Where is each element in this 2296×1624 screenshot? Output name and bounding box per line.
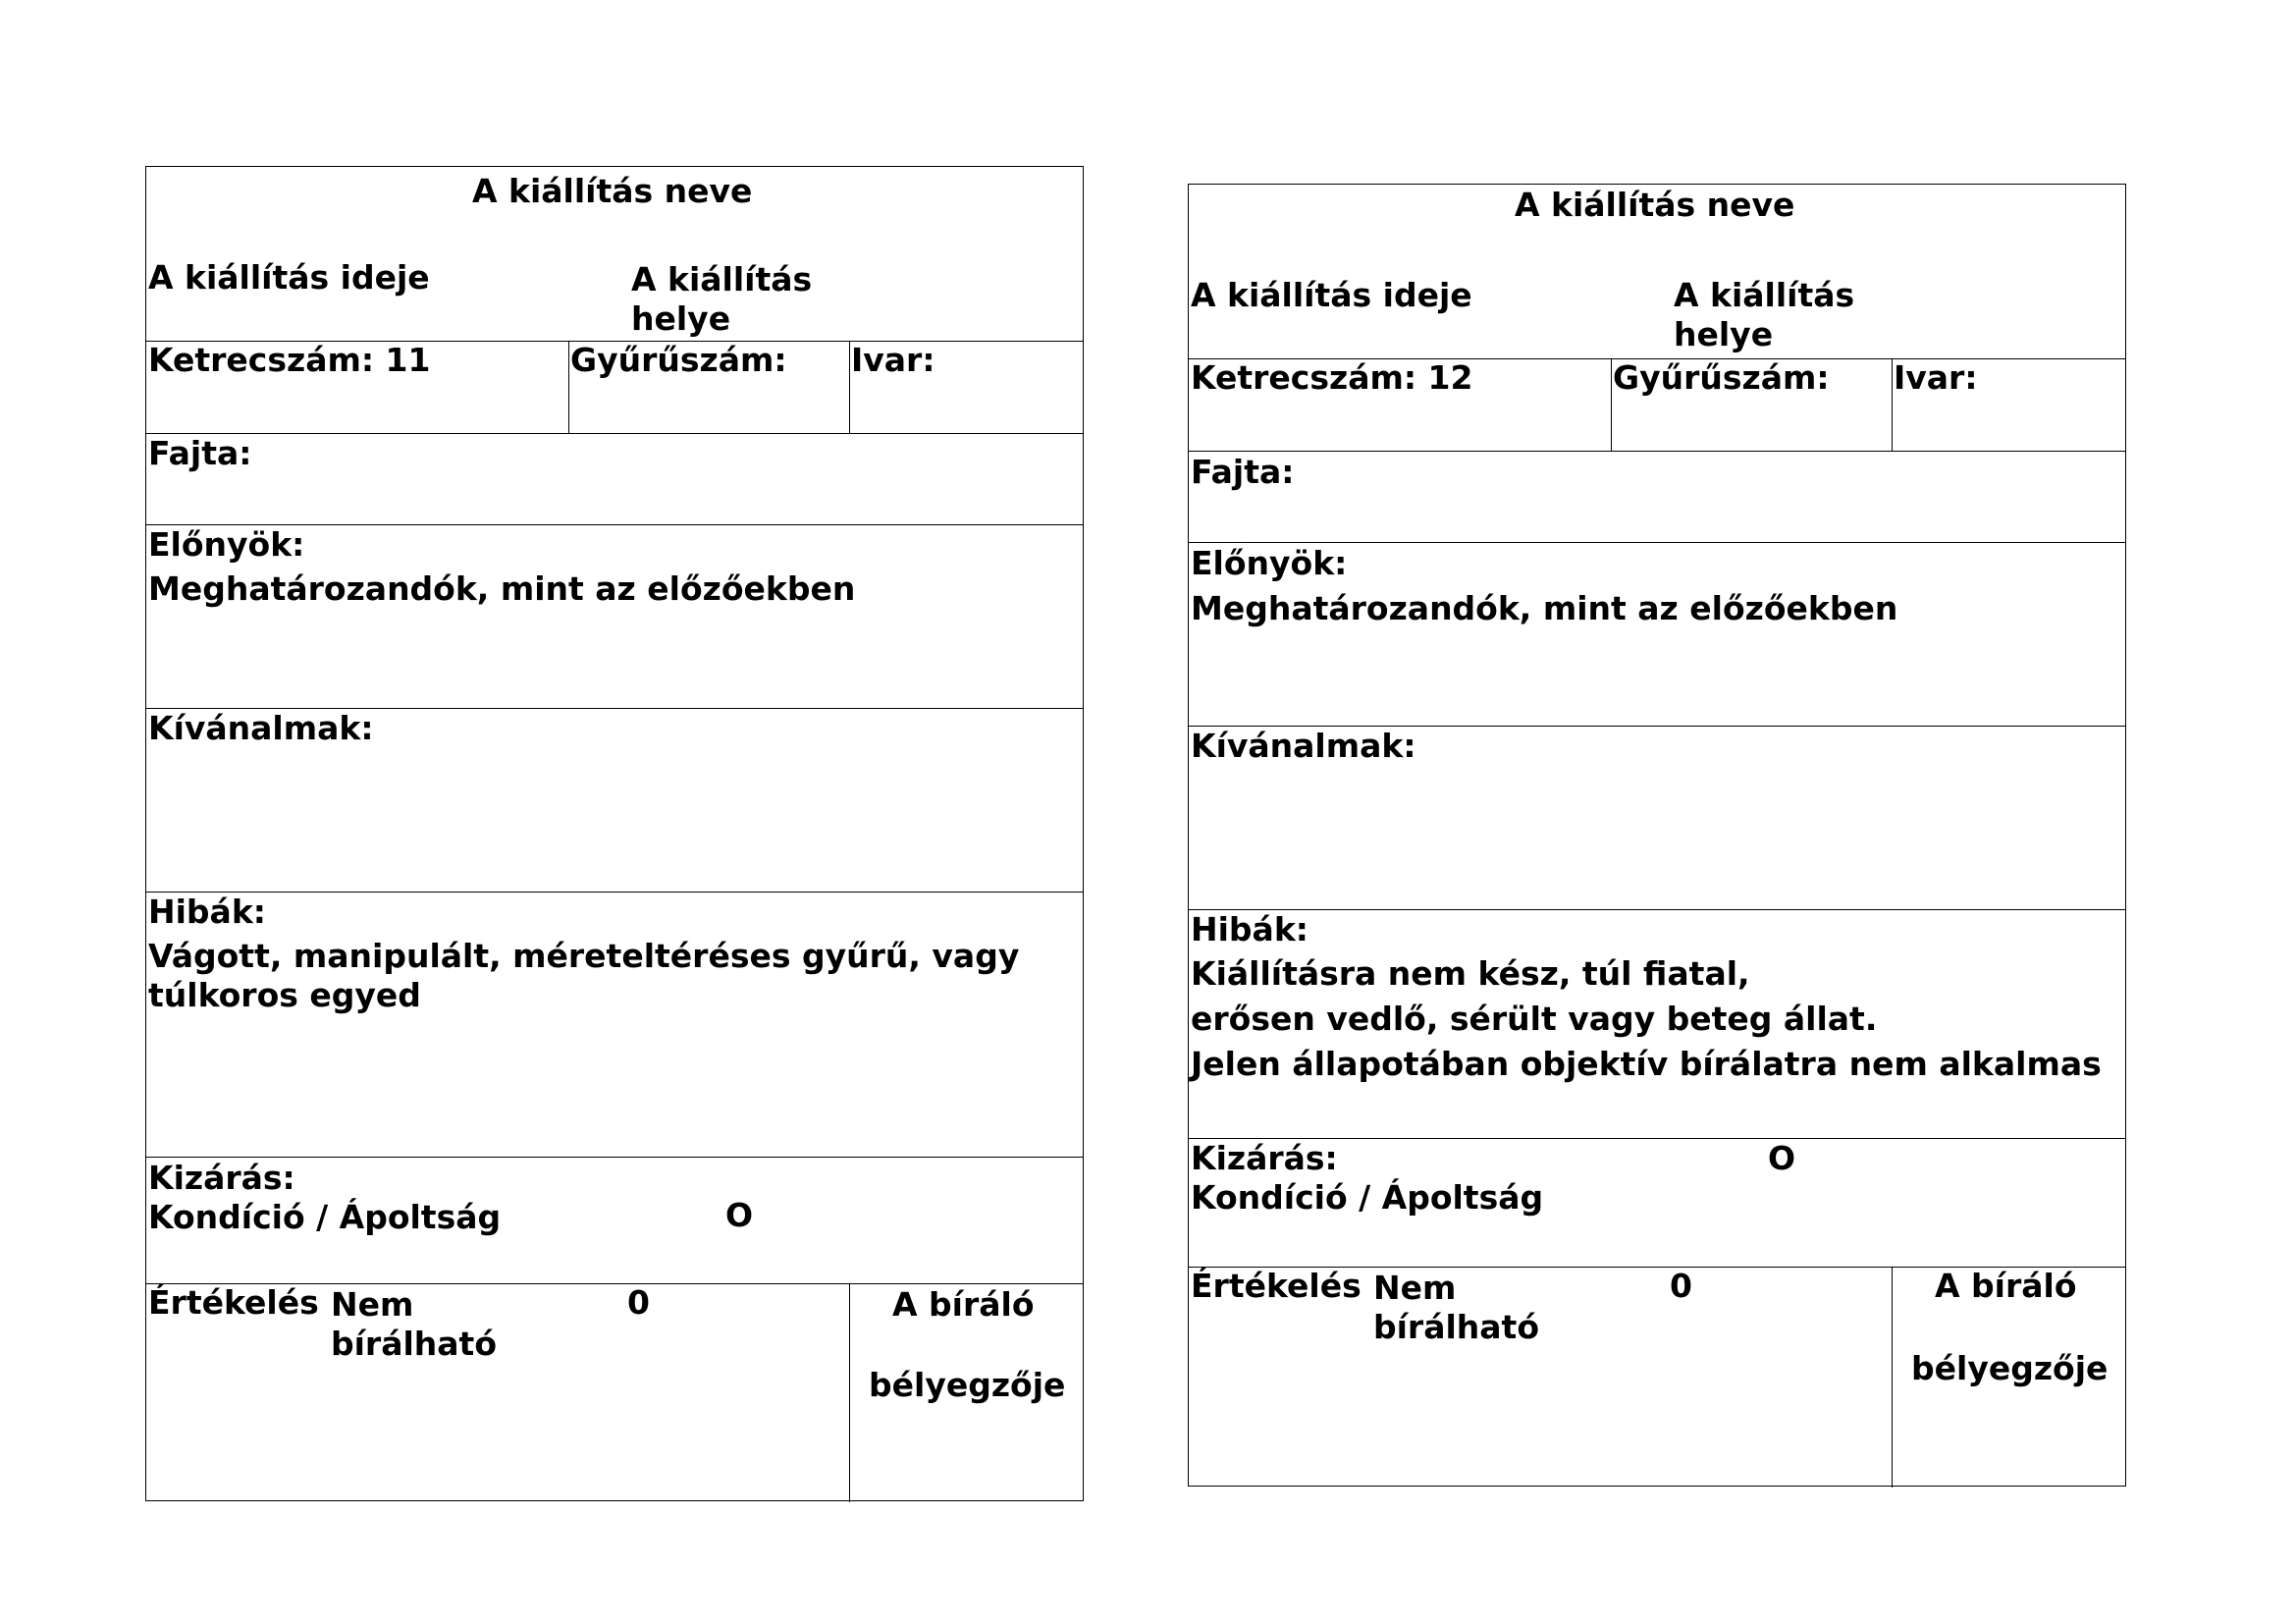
sex-label: Ivar: bbox=[851, 341, 935, 379]
exclusion-mark: O bbox=[725, 1196, 754, 1234]
show-name-label: A kiállítás neve bbox=[472, 172, 753, 210]
divider bbox=[849, 342, 850, 433]
divider bbox=[568, 342, 569, 433]
evaluation-label: Értékelés bbox=[1191, 1267, 1362, 1305]
show-place-label-line2: helye bbox=[1674, 315, 1774, 353]
advantages-section bbox=[1189, 542, 2125, 726]
faults-section bbox=[1189, 909, 2125, 1138]
wishes-label: Kívánalmak: bbox=[1191, 727, 1416, 765]
header-section bbox=[1189, 185, 2125, 358]
not-judgeable-line1: Nem bbox=[331, 1285, 414, 1324]
exclusion-section bbox=[1189, 1138, 2125, 1267]
breed-section bbox=[146, 433, 1083, 524]
faults-line: Jelen állapotában objektív bírálatra nem alkalmas bbox=[1191, 1045, 2102, 1083]
divider bbox=[849, 1284, 850, 1502]
show-place-label-line1: A kiállítás bbox=[1674, 276, 1855, 314]
wishes-label: Kívánalmak: bbox=[148, 709, 374, 747]
sex-label: Ivar: bbox=[1894, 358, 1978, 397]
exclusion-mark: O bbox=[1768, 1139, 1796, 1177]
breed-label: Fajta: bbox=[148, 434, 252, 472]
show-date-label: A kiállítás ideje bbox=[148, 258, 430, 297]
faults-line: túlkoros egyed bbox=[148, 976, 421, 1014]
faults-label: Hibák: bbox=[148, 893, 266, 931]
faults-line: Vágott, manipulált, méreteltéréses gyűrű, vagy bbox=[148, 937, 1020, 975]
judge-stamp-line1: A bíráló bbox=[1935, 1267, 2077, 1305]
exclusion-section bbox=[146, 1157, 1083, 1283]
show-date-label: A kiállítás ideje bbox=[1191, 276, 1472, 314]
show-name-label: A kiállítás neve bbox=[1515, 186, 1795, 224]
judge-stamp-line1: A bíráló bbox=[892, 1285, 1035, 1324]
advantages-text: Meghatározandók, mint az előzőekben bbox=[1191, 589, 1898, 627]
not-judgeable-line2: bírálható bbox=[1373, 1308, 1539, 1346]
show-place-label-line1: A kiállítás bbox=[631, 260, 813, 298]
not-judgeable-line1: Nem bbox=[1373, 1269, 1457, 1307]
judge-stamp-line2: bélyegzője bbox=[869, 1366, 1066, 1404]
wishes-section bbox=[1189, 726, 2125, 909]
wishes-section bbox=[146, 708, 1083, 892]
advantages-label: Előnyök: bbox=[148, 525, 305, 564]
id-section bbox=[146, 341, 1083, 433]
faults-label: Hibák: bbox=[1191, 910, 1308, 948]
show-place-label-line2: helye bbox=[631, 299, 731, 338]
cage-number-label: Ketrecszám: 11 bbox=[148, 341, 431, 379]
breed-label: Fajta: bbox=[1191, 453, 1295, 491]
exclusion-text: Kondíció / Ápoltság bbox=[1191, 1178, 1544, 1217]
exclusion-text: Kondíció / Ápoltság bbox=[148, 1198, 502, 1236]
faults-line: Kiállításra nem kész, túl fiatal, bbox=[1191, 954, 1750, 993]
evaluation-section bbox=[146, 1283, 1083, 1502]
judge-stamp-line2: bélyegzője bbox=[1911, 1349, 2109, 1387]
judging-card-1 bbox=[145, 166, 1084, 1501]
exclusion-label: Kizárás: bbox=[1191, 1139, 1338, 1177]
advantages-text: Meghatározandók, mint az előzőekben bbox=[148, 569, 856, 608]
score-value: 0 bbox=[1670, 1267, 1692, 1305]
evaluation-section bbox=[1189, 1267, 2125, 1488]
not-judgeable-line2: bírálható bbox=[331, 1325, 497, 1363]
id-section bbox=[1189, 358, 2125, 451]
header-section bbox=[146, 167, 1083, 341]
divider bbox=[1892, 1268, 1893, 1488]
ring-number-label: Gyűrűszám: bbox=[1613, 358, 1830, 397]
advantages-section bbox=[146, 524, 1083, 708]
divider bbox=[1611, 359, 1612, 451]
judging-card-2 bbox=[1188, 184, 2126, 1487]
ring-number-label: Gyűrűszám: bbox=[570, 341, 787, 379]
evaluation-label: Értékelés bbox=[148, 1283, 319, 1322]
score-value: 0 bbox=[627, 1283, 650, 1322]
breed-section bbox=[1189, 451, 2125, 542]
cage-number-label: Ketrecszám: 12 bbox=[1191, 358, 1473, 397]
advantages-label: Előnyök: bbox=[1191, 544, 1348, 582]
faults-section bbox=[146, 892, 1083, 1157]
faults-line: erősen vedlő, sérült vagy beteg állat. bbox=[1191, 1000, 1878, 1038]
divider bbox=[1892, 359, 1893, 451]
exclusion-label: Kizárás: bbox=[148, 1159, 295, 1197]
